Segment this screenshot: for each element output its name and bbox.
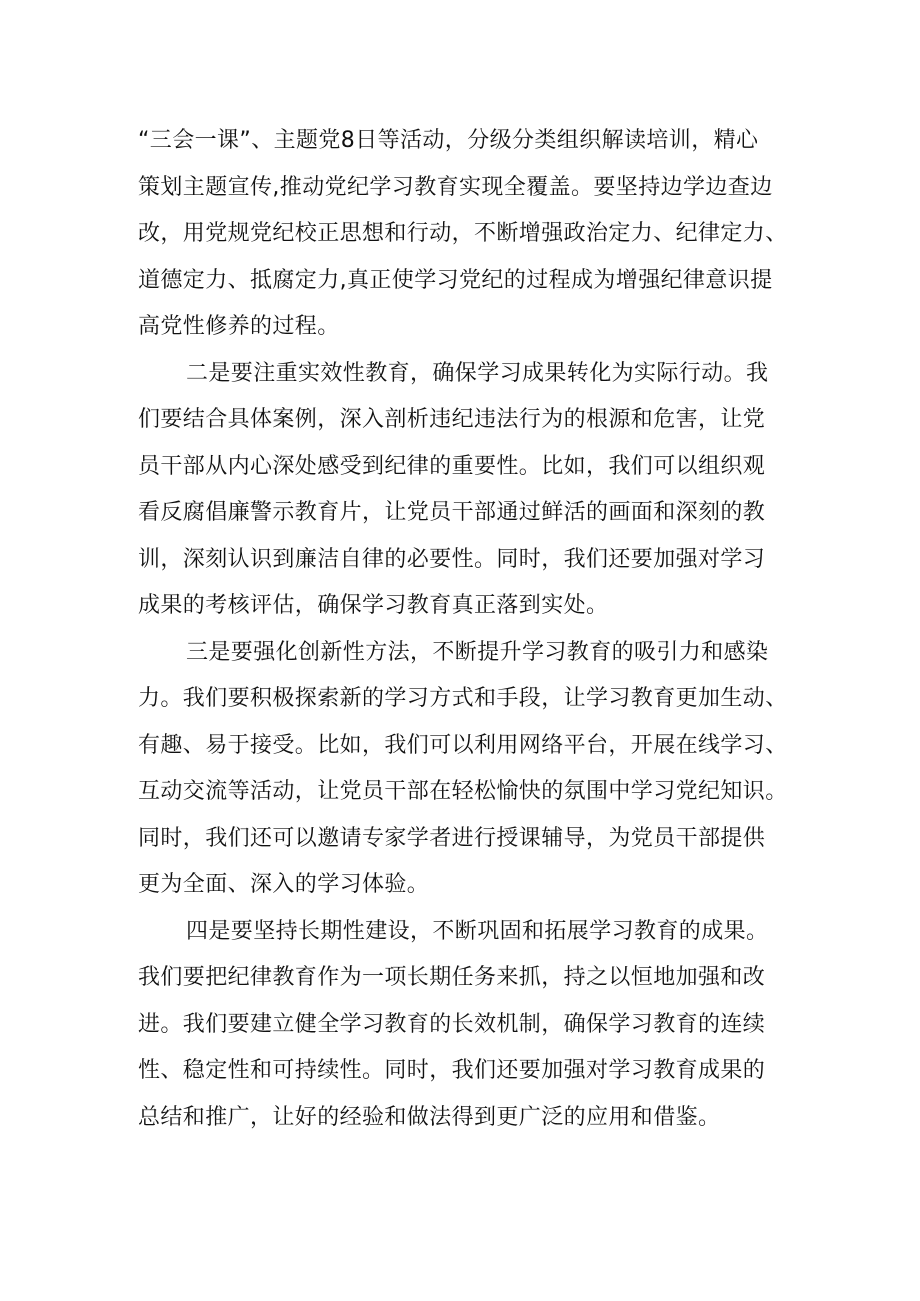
text-line: 性、稳定性和可持续性。同时，我们还要加强对学习教育成果的: [138, 1058, 766, 1083]
text-line: 我们要把纪律教育作为一项长期任务来抓，持之以恒地加强和改: [138, 965, 766, 990]
text-line: 改，用党规党纪校正思想和行动，不断增强政治定力、纪律定力、: [138, 221, 788, 246]
text-line: 二是要注重实效性教育，确保学习成果转化为实际行动。我: [186, 360, 769, 386]
text-line: 同时，我们还可以邀请专家学者进行授课辅导，为党员干部提供: [138, 825, 766, 851]
text-line: 力。我们要积极探索新的学习方式和手段，让学习教育更加生动、: [138, 686, 788, 711]
paragraph-1-continuation: [138, 118, 798, 351]
text-line: 三是要强化创新性方法，不断提升学习教育的吸引力和感染: [186, 639, 769, 665]
text-line: 高党性修养的过程。: [138, 314, 340, 339]
text-line: 看反腐倡廉警示教育片，让党员干部通过鲜活的画面和深刻的教: [138, 500, 766, 525]
text-line: 四是要坚持长期性建设，不断巩固和拓展学习教育的成果。: [186, 918, 769, 944]
text-line: 策划主题宣传,推动党纪学习教育实现全覆盖。要坚持边学边查边: [138, 174, 773, 200]
text-line: 训，深刻认识到廉洁自律的必要性。同时，我们还要加强对学习: [138, 546, 766, 572]
paragraph-2-effectiveness: [138, 351, 798, 630]
text-line: “三会一课”、主题党8日等活动，分级分类组织解读培训，精心: [138, 128, 759, 153]
text-line: 有趣、易于接受。比如，我们可以利用网络平台，开展在线学习、: [138, 732, 788, 758]
text-line: 互动交流等活动，让党员干部在轻松愉快的氛围中学习党纪知识。: [138, 779, 788, 804]
text-line: 进。我们要建立健全学习教育的长效机制，确保学习教育的连续: [138, 1011, 766, 1037]
paragraph-4-long-term: [138, 909, 798, 1142]
paragraph-3-innovation: [138, 630, 798, 909]
text-line: 员干部从内心深处感受到纪律的重要性。比如，我们可以组织观: [138, 453, 766, 479]
text-line: 成果的考核评估，确保学习教育真正落到实处。: [138, 593, 609, 618]
text-line: 总结和推广，让好的经验和做法得到更广泛的应用和借鉴。: [138, 1104, 721, 1130]
text-line: 更为全面、深入的学习体验。: [138, 872, 430, 897]
document-body: [138, 118, 798, 1141]
text-line: 们要结合具体案例，深入剖析违纪违法行为的根源和危害，让党: [138, 407, 766, 432]
text-line: 道德定力、抵腐定力,真正使学习党纪的过程成为增强纪律意识提: [138, 267, 773, 293]
